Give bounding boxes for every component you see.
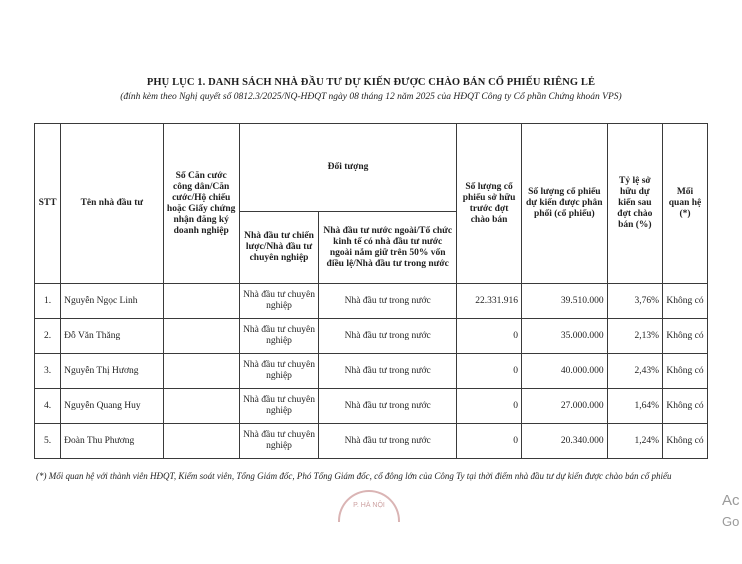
row-foreign: Nhà đầu tư trong nước <box>319 319 457 354</box>
stamp-seal <box>338 490 400 522</box>
row-name: Đỗ Văn Thăng <box>61 319 163 354</box>
row-relation: Không có <box>663 389 708 424</box>
table-row <box>35 424 708 459</box>
row-id-doc <box>163 284 239 319</box>
row-shares-before: 22.331.916 <box>457 284 522 319</box>
row-foreign: Nhà đầu tư trong nước <box>319 424 457 459</box>
row-id-doc <box>163 424 239 459</box>
row-relation: Không có <box>663 284 708 319</box>
table-header-row <box>35 124 708 212</box>
row-relation: Không có <box>663 424 708 459</box>
row-shares-planned: 35.000.000 <box>521 319 607 354</box>
row-shares-planned: 39.510.000 <box>521 284 607 319</box>
header-shares-before: Số lượng cổ phiếu sở hữu trước đợt chào bán <box>457 124 522 284</box>
row-stt: 5. <box>35 424 61 459</box>
activate-watermark-line1: Ac <box>722 492 740 509</box>
row-id-doc <box>163 319 239 354</box>
row-ratio: 1,64% <box>607 389 662 424</box>
row-stt: 1. <box>35 284 61 319</box>
row-strategic: Nhà đầu tư chuyên nghiệp <box>239 284 318 319</box>
row-shares-before: 0 <box>457 389 522 424</box>
header-relation: Mối quan hệ (*) <box>663 124 708 284</box>
header-id-doc: Số Căn cước công dân/Căn cước/Hộ chiếu hoặc Giấy chứng nhận đăng ký doanh nghiệp <box>163 124 239 284</box>
row-stt: 4. <box>35 389 61 424</box>
row-name: Nguyễn Thị Hương <box>61 354 163 389</box>
row-stt: 3. <box>35 354 61 389</box>
investor-table <box>34 123 708 459</box>
row-ratio: 1,24% <box>607 424 662 459</box>
page-title: PHỤ LỤC 1. DANH SÁCH NHÀ ĐẦU TƯ DỰ KIẾN ĐƯỢC CHÀO BÁN CỔ PHIẾU RIÊNG LẺ <box>146 77 596 88</box>
row-ratio: 2,43% <box>607 354 662 389</box>
row-strategic: Nhà đầu tư chuyên nghiệp <box>239 389 318 424</box>
table-row <box>35 354 708 389</box>
row-shares-before: 0 <box>457 319 522 354</box>
row-name: Đoàn Thu Phương <box>61 424 163 459</box>
row-foreign: Nhà đầu tư trong nước <box>319 389 457 424</box>
header-ratio-after: Tỷ lệ sở hữu dự kiến sau đợt chào bán (%) <box>607 124 662 284</box>
header-subject-foreign: Nhà đầu tư nước ngoài/Tổ chức kinh tế có nhà đầu tư nước ngoài nắm giữ trên 50% vốn điều lệ/Nhà đầu tư trong nước <box>319 212 457 284</box>
row-shares-planned: 27.000.000 <box>521 389 607 424</box>
row-shares-planned: 20.340.000 <box>521 424 607 459</box>
header-stt: STT <box>35 124 61 284</box>
row-shares-before: 0 <box>457 354 522 389</box>
table-row <box>35 319 708 354</box>
activate-watermark-line2: Go <box>722 514 740 529</box>
row-shares-planned: 40.000.000 <box>521 354 607 389</box>
header-shares-planned: Số lượng cổ phiếu dự kiến được phân phối (cổ phiếu) <box>521 124 607 284</box>
page-subtitle: (đính kèm theo Nghị quyết số 0812.3/2025/NQ-HĐQT ngày 08 tháng 12 năm 2025 của HĐQT Công ty Cổ phần Chứng khoán VPS) <box>120 92 622 102</box>
table-row <box>35 284 708 319</box>
row-relation: Không có <box>663 354 708 389</box>
header-subject: Đối tượng <box>239 124 456 212</box>
row-ratio: 3,76% <box>607 284 662 319</box>
row-name: Nguyễn Ngọc Linh <box>61 284 163 319</box>
table-row <box>35 389 708 424</box>
row-id-doc <box>163 389 239 424</box>
row-name: Nguyễn Quang Huy <box>61 389 163 424</box>
row-foreign: Nhà đầu tư trong nước <box>319 354 457 389</box>
row-shares-before: 0 <box>457 424 522 459</box>
row-strategic: Nhà đầu tư chuyên nghiệp <box>239 424 318 459</box>
footnote: (*) Mối quan hệ với thành viên HĐQT, Kiểm soát viên, Tổng Giám đốc, Phó Tổng Giám đốc, cổ đông lớn của Công Ty tại thời điểm nhà đầu tư dự kiến được chào bán cổ phiếu <box>36 471 672 481</box>
row-strategic: Nhà đầu tư chuyên nghiệp <box>239 319 318 354</box>
stamp-text: P. HÀ NỘI <box>353 502 385 509</box>
row-stt: 2. <box>35 319 61 354</box>
header-name: Tên nhà đầu tư <box>61 124 163 284</box>
row-ratio: 2,13% <box>607 319 662 354</box>
row-relation: Không có <box>663 319 708 354</box>
row-strategic: Nhà đầu tư chuyên nghiệp <box>239 354 318 389</box>
header-subject-strategic: Nhà đầu tư chiến lược/Nhà đầu tư chuyên nghiệp <box>239 212 318 284</box>
row-foreign: Nhà đầu tư trong nước <box>319 284 457 319</box>
row-id-doc <box>163 354 239 389</box>
